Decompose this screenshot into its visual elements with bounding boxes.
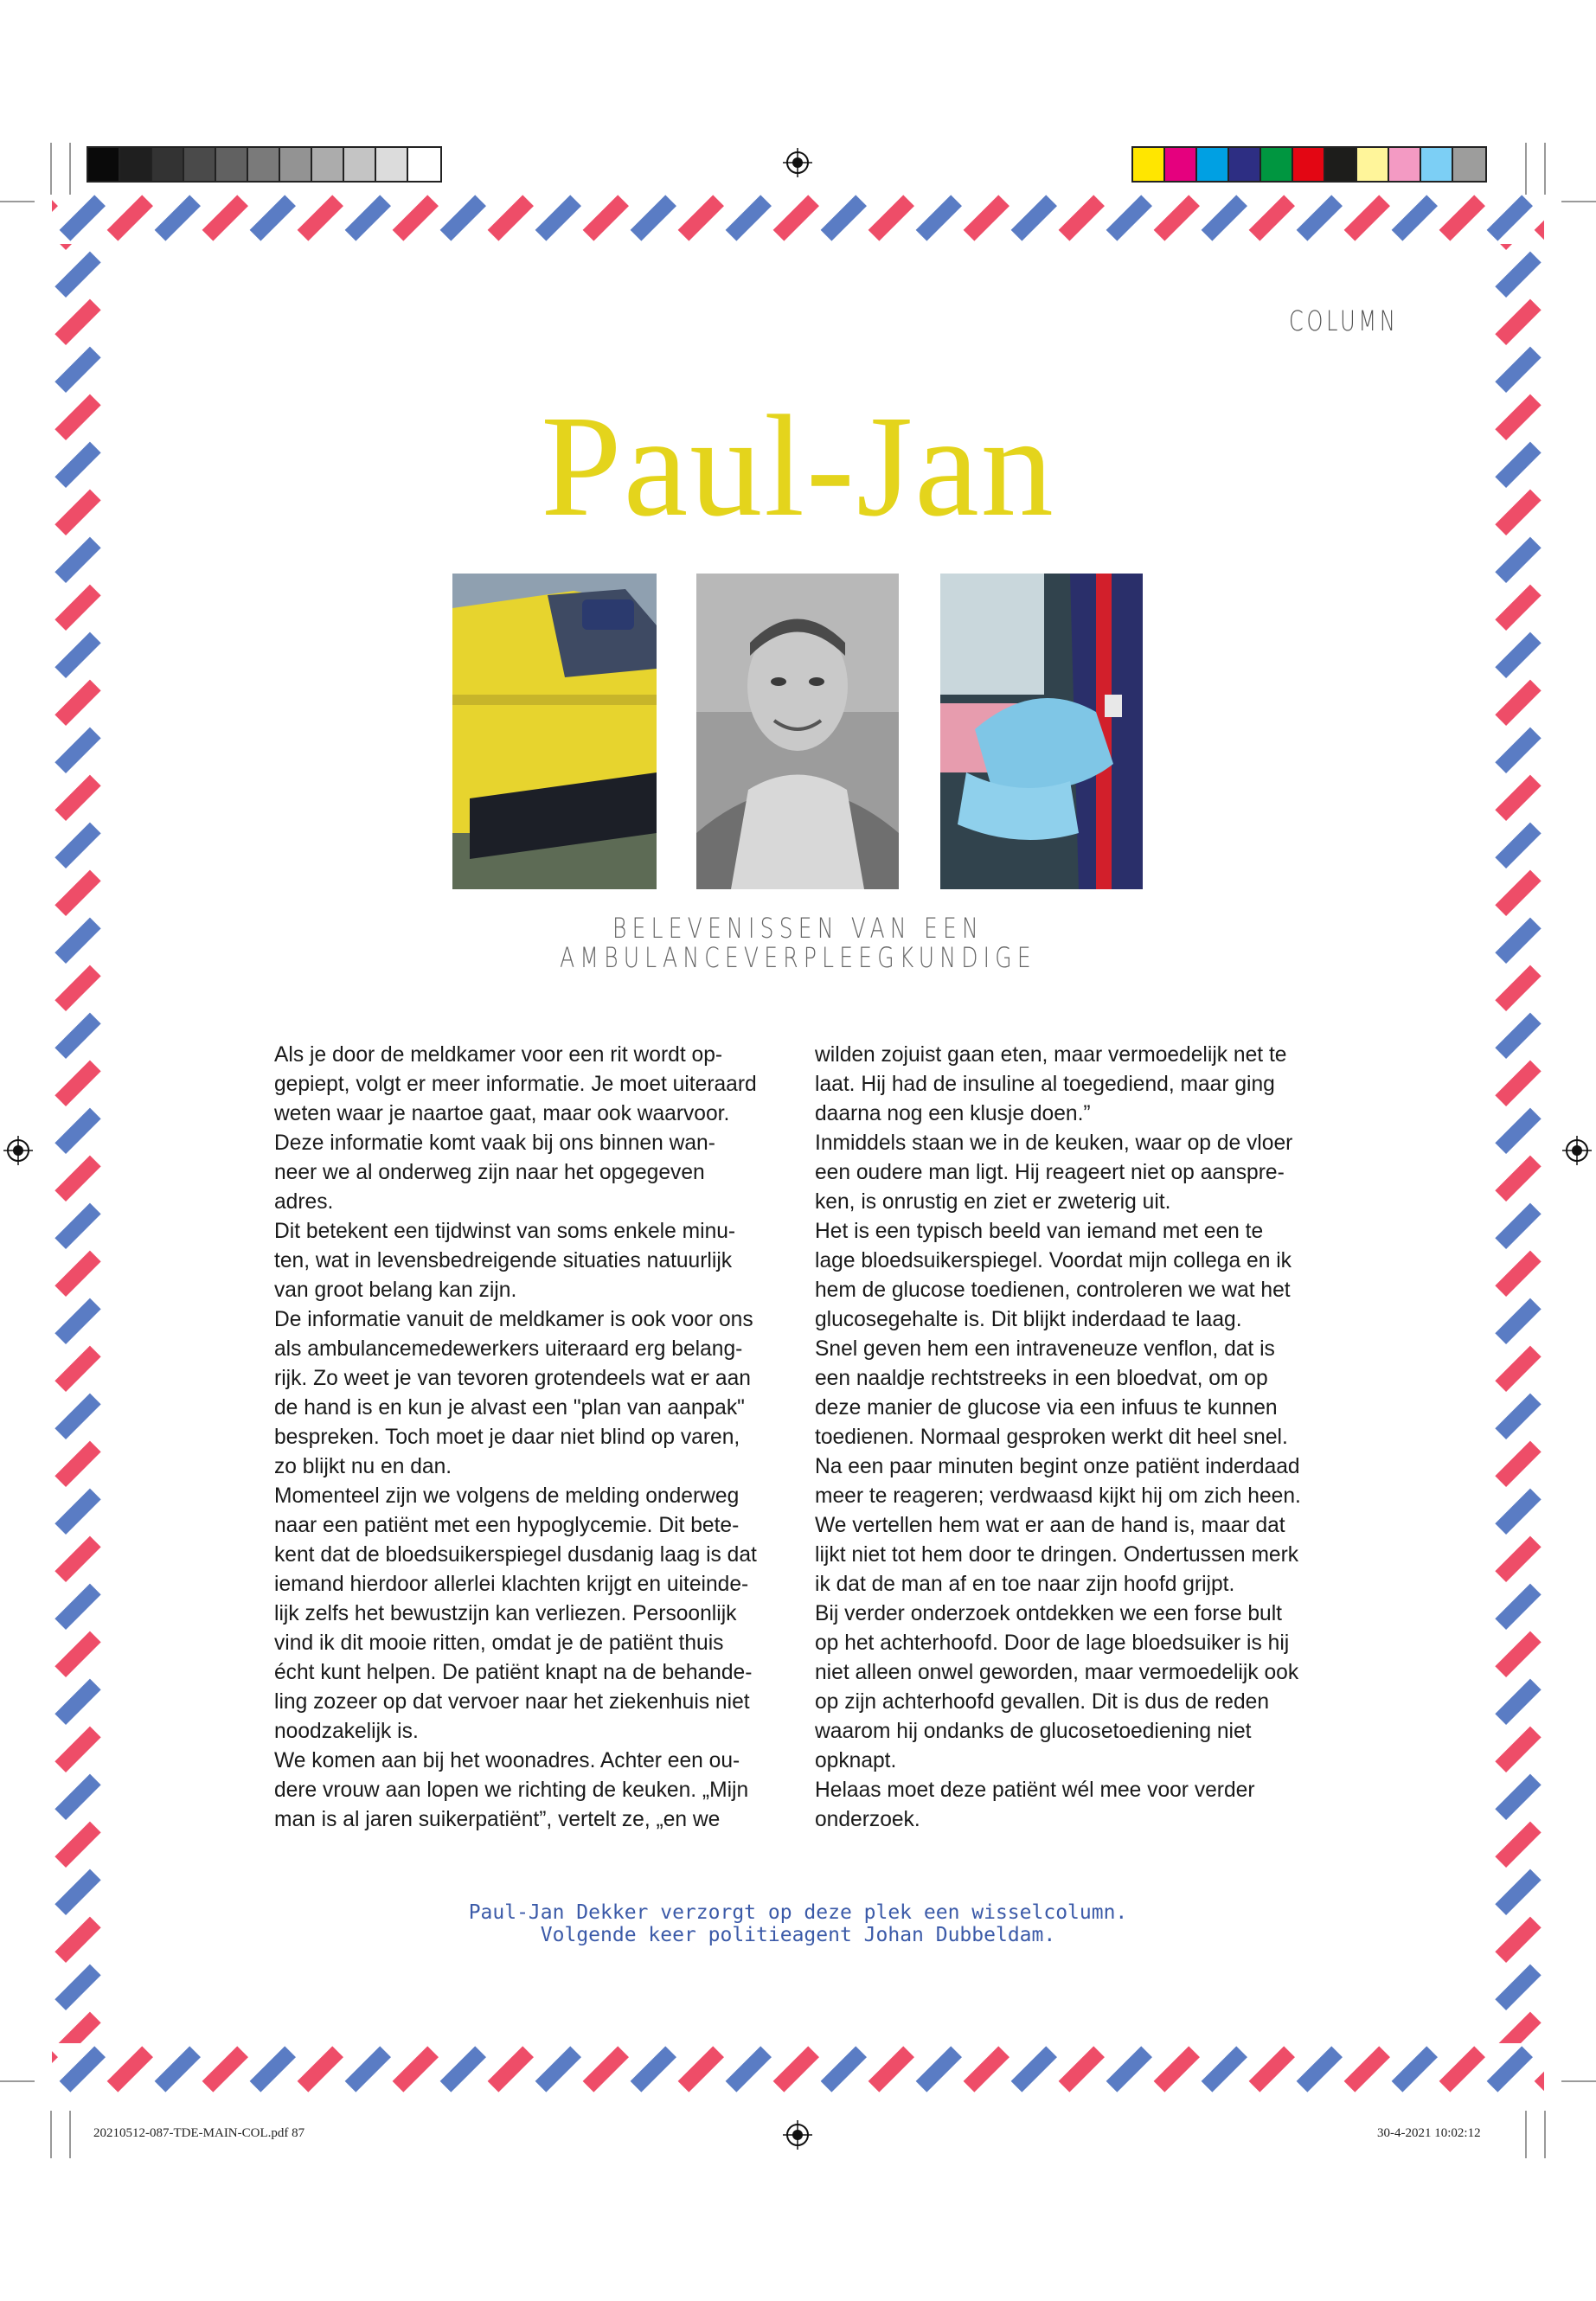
author-note-line: Paul-Jan Dekker verzorgt op deze plek een wisselcolumn. bbox=[468, 1901, 1128, 1924]
article-line: glucosegehalte is. Dit blijkt inderdaad te laag. bbox=[815, 1308, 1242, 1331]
airmail-stripe bbox=[1501, 638, 1536, 673]
section-label: COLUMN bbox=[1289, 304, 1399, 337]
color-swatch bbox=[88, 148, 120, 181]
crop-mark bbox=[69, 2111, 71, 2158]
airmail-stripe bbox=[826, 201, 862, 236]
airmail-stripe bbox=[61, 542, 96, 578]
subtitle bbox=[484, 914, 1112, 972]
airmail-stripe bbox=[112, 2052, 148, 2087]
article-line: lijkt niet tot hem door te dringen. Ondertussen merk bbox=[815, 1543, 1299, 1567]
color-swatch bbox=[1357, 148, 1389, 181]
airmail-stripe bbox=[874, 201, 909, 236]
article-line: hem de glucose toedienen, controleren we wat het bbox=[815, 1279, 1291, 1302]
file-slug: 20210512-087-TDE-MAIN-COL.pdf 87 bbox=[93, 2126, 305, 2140]
color-swatch bbox=[1261, 148, 1293, 181]
airmail-stripe bbox=[61, 1304, 96, 1339]
airmail-stripe bbox=[1501, 1208, 1536, 1244]
airmail-stripe bbox=[1254, 2052, 1290, 2087]
crop-mark bbox=[1561, 201, 1596, 202]
airmail-stripe bbox=[160, 2052, 195, 2087]
color-swatch bbox=[376, 148, 408, 181]
color-swatch bbox=[248, 148, 280, 181]
article-line: Dit betekent een tijdwinst van soms enkele minu- bbox=[274, 1220, 736, 1243]
airmail-stripe bbox=[1501, 780, 1536, 816]
airmail-stripe bbox=[1207, 2052, 1242, 2087]
airmail-stripe bbox=[61, 1589, 96, 1625]
airmail-stripe bbox=[1501, 257, 1536, 292]
color-swatch bbox=[344, 148, 376, 181]
airmail-stripe bbox=[112, 201, 148, 236]
crop-mark bbox=[1525, 143, 1527, 195]
color-swatch bbox=[1389, 148, 1421, 181]
airmail-stripe bbox=[1016, 201, 1052, 236]
airmail-stripe bbox=[1445, 201, 1480, 236]
article-line: man is al jaren suikerpatiënt”, vertelt ze, „en we bbox=[274, 1808, 721, 1831]
registration-mark-icon bbox=[783, 148, 812, 177]
airmail-stripe bbox=[1501, 542, 1536, 578]
article-line: kent dat de bloedsuikerspiegel dusdanig laag is dat bbox=[274, 1543, 757, 1567]
airmail-stripe bbox=[208, 201, 243, 236]
airmail-stripe bbox=[61, 1351, 96, 1387]
gloves-photo bbox=[940, 574, 1143, 889]
airmail-stripe bbox=[493, 2052, 529, 2087]
airmail-stripe bbox=[1501, 923, 1536, 958]
airmail-stripe bbox=[969, 201, 1004, 236]
airmail-stripe bbox=[874, 2052, 909, 2087]
article-line: opknapt. bbox=[815, 1749, 897, 1772]
article-line: meer te reageren; verdwaasd kijkt hij om zich heen. bbox=[815, 1484, 1301, 1508]
airmail-stripe bbox=[1207, 201, 1242, 236]
airmail-stripe bbox=[1501, 1161, 1536, 1196]
airmail-stripe bbox=[398, 201, 433, 236]
airmail-stripe bbox=[541, 2052, 576, 2087]
airmail-stripe bbox=[303, 2052, 338, 2087]
article-line: zo blijkt nu en dan. bbox=[274, 1455, 452, 1478]
article-line: ten, wat in levensbedreigende situaties natuurlijk bbox=[274, 1249, 733, 1272]
article-line: wilden zojuist gaan eten, maar vermoedelijk net te bbox=[815, 1043, 1287, 1067]
airmail-stripe bbox=[52, 2052, 53, 2087]
article-line: Deze informatie komt vaak bij ons binnen wan- bbox=[274, 1131, 715, 1155]
article-line: niet alleen onwel geworden, maar vermoedelijk ook bbox=[815, 1661, 1299, 1684]
article-column-right bbox=[815, 1041, 1351, 1835]
page-title: Paul-Jan bbox=[541, 386, 1055, 547]
airmail-stripe bbox=[61, 828, 96, 863]
article-line: weten waar je naartoe gaat, maar ook waarvoor. bbox=[274, 1102, 730, 1125]
article-line: als ambulancemedewerkers uiteraard erg belang- bbox=[274, 1337, 743, 1361]
airmail-stripe bbox=[61, 1637, 96, 1672]
article-line: de hand is en kun je alvast een "plan van aanpak" bbox=[274, 1396, 745, 1420]
registration-mark-icon bbox=[3, 1136, 33, 1165]
article-line: deze manier de glucose via een infuus te kunnen bbox=[815, 1396, 1278, 1420]
airmail-stripe bbox=[61, 1732, 96, 1767]
airmail-stripe bbox=[61, 352, 96, 388]
airmail-stripe bbox=[1397, 2052, 1433, 2087]
airmail-stripe bbox=[1159, 2052, 1195, 2087]
airmail-stripe bbox=[61, 244, 96, 245]
color-swatch bbox=[1293, 148, 1325, 181]
airmail-stripe bbox=[1064, 2052, 1099, 2087]
article-line: We vertellen hem wat er aan de hand is, maar dat bbox=[815, 1514, 1285, 1537]
airmail-stripe bbox=[61, 1827, 96, 1862]
airmail-stripe bbox=[61, 875, 96, 911]
airmail-stripe bbox=[1397, 201, 1433, 236]
airmail-stripe bbox=[636, 201, 671, 236]
airmail-stripe bbox=[350, 2052, 386, 2087]
crop-mark bbox=[0, 2080, 35, 2082]
airmail-stripe bbox=[826, 2052, 862, 2087]
article-column-left bbox=[274, 1041, 811, 1835]
portrait-photo bbox=[696, 574, 899, 889]
article-line: Inmiddels staan we in de keuken, waar op de vloer bbox=[815, 1131, 1293, 1155]
airmail-stripe bbox=[61, 1779, 96, 1815]
article-line: op zijn achterhoofd gevallen. Dit is dus de reden bbox=[815, 1690, 1269, 1714]
airmail-stripe bbox=[1501, 1256, 1536, 1292]
airmail-stripe bbox=[61, 733, 96, 768]
airmail-stripe bbox=[255, 2052, 291, 2087]
airmail-stripe bbox=[61, 780, 96, 816]
airmail-stripe bbox=[731, 201, 766, 236]
airmail-stripe bbox=[921, 2052, 957, 2087]
airmail-stripe bbox=[61, 1494, 96, 1529]
date-slug: 30-4-2021 10:02:12 bbox=[1377, 2126, 1481, 2140]
color-swatch bbox=[1133, 148, 1165, 181]
airmail-stripe bbox=[1501, 828, 1536, 863]
airmail-stripe bbox=[1501, 1113, 1536, 1149]
article-line: toedienen. Normaal gesproken werkt dit heel snel. bbox=[815, 1426, 1288, 1449]
airmail-stripe bbox=[1492, 201, 1528, 236]
airmail-stripe bbox=[350, 201, 386, 236]
airmail-stripe bbox=[1445, 2052, 1480, 2087]
ambulance-photo bbox=[452, 574, 657, 889]
article-line: We komen aan bij het woonadres. Achter een ou- bbox=[274, 1749, 740, 1772]
article-line: neer we al onderweg zijn naar het opgegeven bbox=[274, 1161, 705, 1184]
article-line: gepiept, volgt er meer informatie. Je moet uiteraard bbox=[274, 1073, 757, 1096]
airmail-stripe bbox=[588, 201, 624, 236]
airmail-stripe bbox=[303, 201, 338, 236]
color-swatch bbox=[216, 148, 248, 181]
airmail-stripe bbox=[61, 1066, 96, 1101]
airmail-stripe bbox=[683, 2052, 719, 2087]
color-swatch bbox=[184, 148, 216, 181]
airmail-stripe bbox=[61, 304, 96, 340]
airmail-stripe bbox=[61, 1208, 96, 1244]
author-note-line: Volgende keer politieagent Johan Dubbeldam. bbox=[540, 1924, 1056, 1946]
airmail-border-top bbox=[52, 192, 1544, 244]
subtitle-line: BELEVENISSEN VAN EEN bbox=[612, 912, 984, 945]
grayscale-calibration-bar bbox=[87, 146, 442, 183]
registration-mark-icon bbox=[1562, 1136, 1592, 1165]
article-line: van groot belang kan zijn. bbox=[274, 1279, 517, 1302]
color-calibration-bar bbox=[1131, 146, 1487, 183]
airmail-stripe bbox=[160, 201, 195, 236]
crop-mark bbox=[1561, 2080, 1596, 2082]
article-line: Momenteel zijn we volgens de melding onderweg bbox=[274, 1484, 740, 1508]
airmail-stripe bbox=[1159, 201, 1195, 236]
article-line: De informatie vanuit de meldkamer is ook voor ons bbox=[274, 1308, 753, 1331]
airmail-stripe bbox=[61, 257, 96, 292]
article-line: naar een patiënt met een hypoglycemie. Dit bete- bbox=[274, 1514, 740, 1537]
article-line: iemand hierdoor allerlei klachten krijgt en uiteinde- bbox=[274, 1573, 749, 1596]
airmail-stripe bbox=[1064, 201, 1099, 236]
airmail-stripe bbox=[208, 2052, 243, 2087]
airmail-stripe bbox=[61, 1399, 96, 1434]
airmail-stripe bbox=[1540, 201, 1544, 236]
airmail-stripe bbox=[1501, 1018, 1536, 1054]
airmail-border-bottom bbox=[52, 2043, 1544, 2095]
airmail-stripe bbox=[1501, 685, 1536, 721]
airmail-stripe bbox=[1501, 1066, 1536, 1101]
article-line: op het achterhoofd. Door de lage bloedsuiker is hij bbox=[815, 1631, 1290, 1655]
airmail-stripe bbox=[1501, 244, 1536, 245]
color-swatch bbox=[1229, 148, 1261, 181]
airmail-stripe bbox=[61, 1113, 96, 1149]
article-line: Na een paar minuten begint onze patiënt inderdaad bbox=[815, 1455, 1300, 1478]
crop-mark bbox=[1544, 2111, 1546, 2158]
airmail-stripe bbox=[1501, 1684, 1536, 1720]
color-swatch bbox=[408, 148, 440, 181]
airmail-stripe bbox=[1501, 1970, 1536, 2005]
article-line: vind ik dit mooie ritten, omdat je de patiënt thuis bbox=[274, 1631, 724, 1655]
airmail-stripe bbox=[61, 971, 96, 1006]
airmail-stripe bbox=[921, 201, 957, 236]
airmail-stripe bbox=[1501, 1637, 1536, 1672]
airmail-stripe bbox=[65, 2052, 100, 2087]
airmail-stripe bbox=[779, 2052, 814, 2087]
airmail-stripe bbox=[969, 2052, 1004, 2087]
crop-mark bbox=[1544, 143, 1546, 195]
airmail-stripe bbox=[1501, 1779, 1536, 1815]
airmail-stripe bbox=[1302, 201, 1337, 236]
airmail-stripe bbox=[779, 201, 814, 236]
article-line: bespreken. Toch moet je daar niet blind op varen, bbox=[274, 1426, 740, 1449]
airmail-stripe bbox=[1016, 2052, 1052, 2087]
airmail-stripe bbox=[1349, 2052, 1385, 2087]
airmail-stripe bbox=[1501, 1446, 1536, 1482]
article-line: Snel geven hem een intraveneuze venflon, dat is bbox=[815, 1337, 1275, 1361]
airmail-stripe bbox=[683, 201, 719, 236]
crop-mark bbox=[69, 143, 71, 195]
airmail-stripe bbox=[493, 201, 529, 236]
color-swatch bbox=[1421, 148, 1453, 181]
airmail-stripe bbox=[1501, 1541, 1536, 1577]
airmail-stripe bbox=[61, 638, 96, 673]
airmail-stripe bbox=[636, 2052, 671, 2087]
article-line: Helaas moet deze patiënt wél mee voor verder bbox=[815, 1779, 1255, 1802]
airmail-stripe bbox=[61, 685, 96, 721]
airmail-stripe bbox=[1501, 1399, 1536, 1434]
color-swatch bbox=[1165, 148, 1197, 181]
airmail-stripe bbox=[52, 201, 53, 236]
registration-mark-icon bbox=[783, 2120, 812, 2150]
article-line: rijk. Zo weet je van tevoren grotendeels wat er aan bbox=[274, 1367, 751, 1390]
airmail-stripe bbox=[61, 590, 96, 625]
airmail-stripe bbox=[61, 1446, 96, 1482]
article-line: laat. Hij had de insuline al toegediend, maar ging bbox=[815, 1073, 1275, 1096]
crop-mark bbox=[0, 201, 35, 202]
airmail-stripe bbox=[588, 2052, 624, 2087]
airmail-stripe bbox=[1254, 201, 1290, 236]
airmail-stripe bbox=[1501, 733, 1536, 768]
airmail-stripe bbox=[1501, 1304, 1536, 1339]
airmail-stripe bbox=[1501, 971, 1536, 1006]
airmail-stripe bbox=[1540, 2052, 1544, 2087]
airmail-stripe bbox=[1302, 2052, 1337, 2087]
article-line: Bij verder onderzoek ontdekken we een forse bult bbox=[815, 1602, 1283, 1625]
crop-mark bbox=[50, 143, 52, 195]
article-line: ling zozeer op dat vervoer naar het ziekenhuis niet bbox=[274, 1690, 750, 1714]
color-swatch bbox=[1453, 148, 1485, 181]
article-line: onderzoek. bbox=[815, 1808, 920, 1831]
article-line: daarna nog een klusje doen.” bbox=[815, 1102, 1091, 1125]
color-swatch bbox=[280, 148, 312, 181]
article-line: ik dat de man af en toe naar zijn hoofd grijpt. bbox=[815, 1573, 1235, 1596]
airmail-stripe bbox=[1501, 1732, 1536, 1767]
article-line: waarom hij ondanks de glucosetoediening niet bbox=[815, 1720, 1252, 1743]
article-line: dere vrouw aan lopen we richting de keuken. „Mijn bbox=[274, 1779, 749, 1802]
article-line: Als je door de meldkamer voor een rit wordt op- bbox=[274, 1043, 723, 1067]
article-line: een oudere man ligt. Hij reageert niet op aanspre- bbox=[815, 1161, 1285, 1184]
airmail-stripe bbox=[61, 1684, 96, 1720]
airmail-stripe bbox=[1501, 1351, 1536, 1387]
airmail-stripe bbox=[1349, 201, 1385, 236]
airmail-stripe bbox=[731, 2052, 766, 2087]
author-note bbox=[0, 1901, 1596, 1946]
color-swatch bbox=[312, 148, 344, 181]
airmail-stripe bbox=[1501, 1494, 1536, 1529]
airmail-stripe bbox=[445, 2052, 481, 2087]
airmail-stripe bbox=[1492, 2052, 1528, 2087]
airmail-stripe bbox=[61, 1161, 96, 1196]
article-line: Het is een typisch beeld van iemand met een te bbox=[815, 1220, 1264, 1243]
airmail-stripe bbox=[1112, 201, 1147, 236]
airmail-stripe bbox=[1501, 2017, 1536, 2043]
article-line: een naaldje rechtstreeks in een bloedvat, om op bbox=[815, 1367, 1268, 1390]
color-swatch bbox=[1197, 148, 1229, 181]
color-swatch bbox=[1325, 148, 1357, 181]
airmail-stripe bbox=[1112, 2052, 1147, 2087]
airmail-stripe bbox=[445, 201, 481, 236]
airmail-stripe bbox=[1501, 1589, 1536, 1625]
article-line: noodzakelijk is. bbox=[274, 1720, 419, 1743]
article-line: ken, is onrustig en ziet er zweterig uit. bbox=[815, 1190, 1171, 1214]
airmail-stripe bbox=[1501, 304, 1536, 340]
article-line: adres. bbox=[274, 1190, 334, 1214]
airmail-stripe bbox=[1501, 590, 1536, 625]
airmail-stripe bbox=[255, 201, 291, 236]
subtitle-line: AMBULANCEVERPLEEGKUNDIGE bbox=[560, 940, 1036, 974]
article-line: lijk zelfs het bewustzijn kan verliezen. Persoonlijk bbox=[274, 1602, 737, 1625]
airmail-stripe bbox=[61, 1970, 96, 2005]
airmail-stripe bbox=[61, 1541, 96, 1577]
color-swatch bbox=[120, 148, 152, 181]
airmail-stripe bbox=[65, 201, 100, 236]
crop-mark bbox=[50, 2111, 52, 2158]
airmail-stripe bbox=[61, 1018, 96, 1054]
article-line: écht kunt helpen. De patiënt knapt na de behande- bbox=[274, 1661, 753, 1684]
article-line: lage bloedsuikerspiegel. Voordat mijn collega en ik bbox=[815, 1249, 1292, 1272]
crop-mark bbox=[1525, 2111, 1527, 2158]
airmail-stripe bbox=[1501, 1827, 1536, 1862]
airmail-stripe bbox=[61, 923, 96, 958]
airmail-stripe bbox=[1501, 352, 1536, 388]
airmail-stripe bbox=[541, 201, 576, 236]
airmail-stripe bbox=[1501, 875, 1536, 911]
airmail-stripe bbox=[61, 1256, 96, 1292]
color-swatch bbox=[152, 148, 184, 181]
airmail-stripe bbox=[61, 2017, 96, 2043]
airmail-stripe bbox=[398, 2052, 433, 2087]
